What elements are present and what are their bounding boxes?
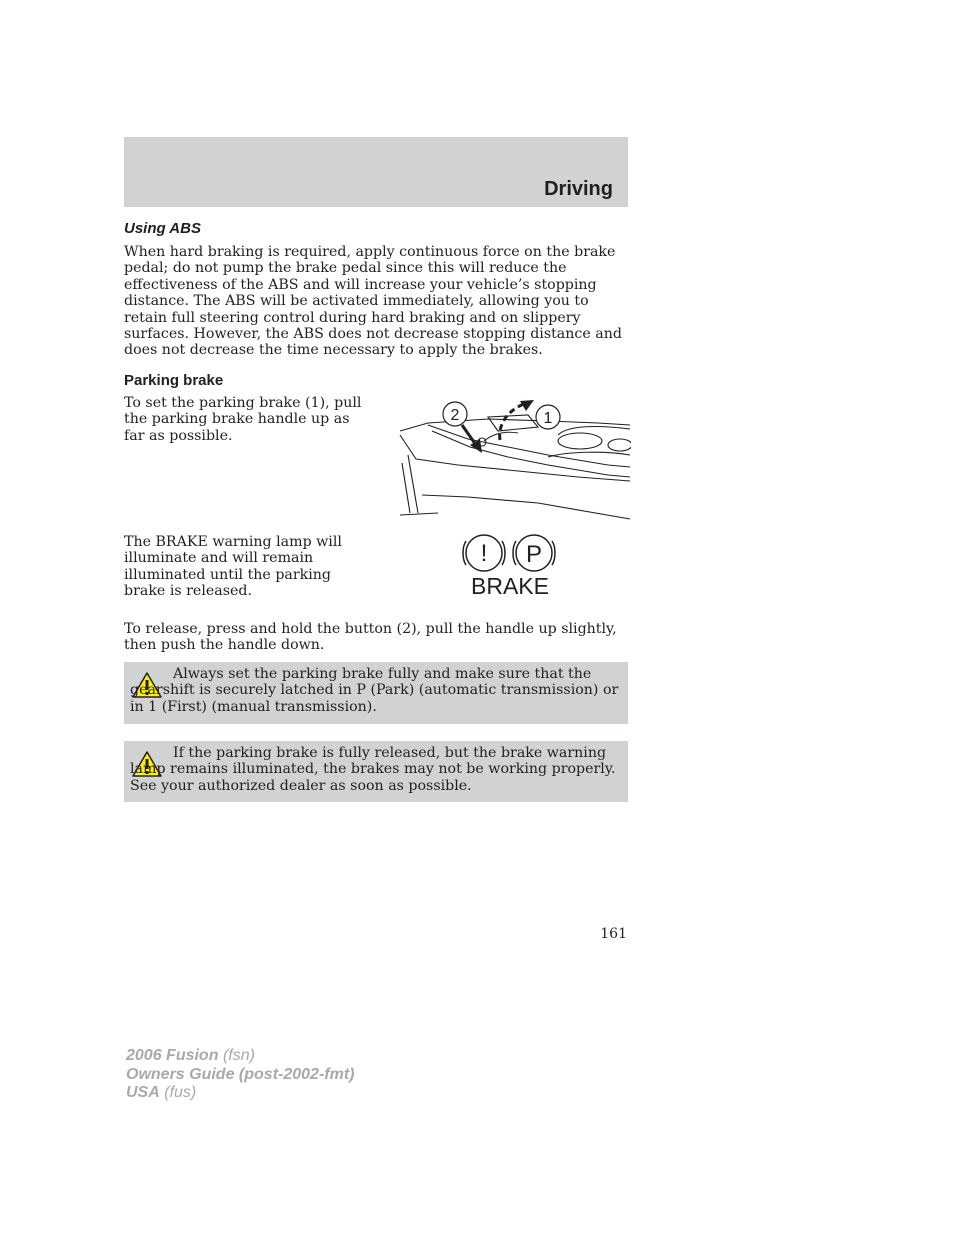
parking-brake-heading: Parking brake — [124, 372, 224, 389]
warning-text: Always set the parking brake fully and make sure that the gearshift is securely latched in P (Park) (automatic transmission) or in 1 (First) (manual transmission). — [130, 666, 619, 715]
callout-2: 2 — [450, 407, 460, 424]
warning-box — [124, 662, 628, 724]
callout-1: 1 — [543, 410, 553, 427]
brake-lamp-paragraph: The BRAKE warning lamp will illuminate and will remain illuminated until the parking brake is released. — [124, 534, 342, 600]
parking-brake-illustration — [398, 395, 631, 525]
warning-box — [124, 741, 628, 802]
parking-set-paragraph: To set the parking brake (1), pull the parking brake handle up as far as possible. — [124, 395, 362, 444]
lamp-exclamation: ! — [480, 540, 488, 567]
document-footer — [126, 1047, 354, 1103]
abs-paragraph: When hard braking is required, apply continuous force on the brake pedal; do not pump the brake pedal since this will reduce the effectiveness of the ABS and will increase your vehicle’s stopping distance. The ABS will be activated immediately, allowing you to retain full steering control during hard braking and on slippery surfaces. However, the ABS does not decrease stopping distance and does not decrease the time necessary to apply the brakes. — [124, 244, 622, 359]
warning-text: If the parking brake is fully released, but the brake warning lamp remains illuminated, the brakes may not be working properly. See your authorized dealer as soon as possible. — [130, 745, 616, 794]
footer-market-code: (fus) — [164, 1084, 197, 1101]
abs-heading: Using ABS — [124, 220, 201, 237]
lamp-brake-word: BRAKE — [471, 573, 549, 599]
footer-guide: Owners Guide (post-2002-fmt) — [126, 1065, 355, 1083]
footer-market: USA — [126, 1084, 160, 1101]
release-paragraph: To release, press and hold the button (2), pull the handle up slightly, then push the handle down. — [124, 621, 617, 654]
footer-model-code: (fsn) — [222, 1047, 255, 1064]
lamp-park: P — [525, 541, 543, 568]
section-header-bar — [124, 137, 628, 207]
footer-model: 2006 Fusion — [126, 1047, 219, 1064]
section-title: Driving — [544, 178, 613, 200]
page-number: 161 — [600, 926, 627, 942]
brake-warning-lamp-icon — [462, 533, 558, 601]
